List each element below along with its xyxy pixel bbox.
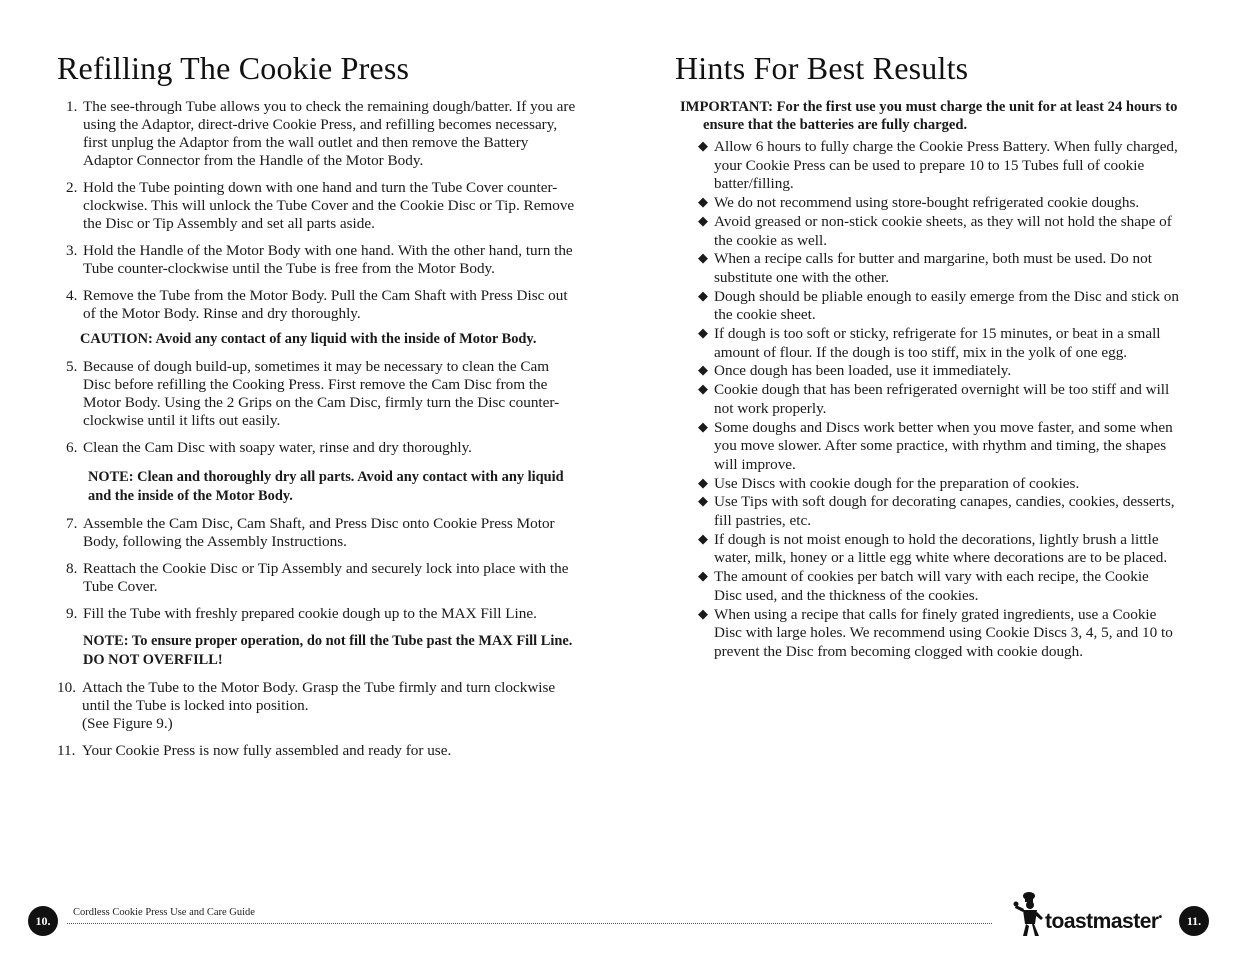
step-text: Because of dough build-up, sometimes it may be necessary to clean the Cam Disc before refilling the Cooking Press. First remove the Cam Disc from the Motor Body. Using the 2 Grips on the Cam Disc, firmly turn the Disc counter-clockwise until it lifts out easily.	[83, 358, 560, 429]
hint-text: Avoid greased or non-stick cookie sheets, as they will not hold the shape of the cookie as well.	[714, 212, 1172, 249]
step-number: 1.	[66, 98, 78, 115]
hint-item	[675, 531, 1180, 568]
hint-item	[675, 475, 1180, 494]
diamond-bullet-icon: ◆	[698, 606, 708, 622]
hint-item	[675, 138, 1180, 194]
step-number: 11.	[57, 742, 76, 759]
chef-figure-icon	[1013, 890, 1047, 940]
step-text: Remove the Tube from the Motor Body. Pull the Cam Shaft with Press Disc out of the Motor Body. Rinse and dry thoroughly.	[83, 287, 568, 322]
dotted-rule	[67, 923, 992, 924]
step-text: Hold the Tube pointing down with one hand and turn the Tube Cover counter-clockwise. This will unlock the Tube Cover and the Cookie Disc or Tip. Remove the Disc or Tip Assembly and set all parts aside.	[83, 179, 575, 232]
refilling-steps	[57, 98, 577, 760]
left-page-number: 10.	[28, 906, 58, 936]
diamond-bullet-icon: ◆	[698, 195, 708, 211]
diamond-bullet-icon: ◆	[698, 251, 708, 267]
step-number: 3.	[66, 242, 78, 259]
diamond-bullet-icon: ◆	[698, 531, 708, 547]
important-note: IMPORTANT: For the first use you must charge the unit for at least 24 hours to ensure that the batteries are fully charged.	[680, 99, 1178, 133]
step-number: 8.	[66, 560, 78, 577]
hint-item	[675, 213, 1180, 250]
diamond-bullet-icon: ◆	[698, 419, 708, 435]
right-page-number: 11.	[1179, 906, 1209, 936]
hint-text: Use Discs with cookie dough for the preparation of cookies.	[714, 474, 1080, 492]
step-item	[57, 242, 577, 278]
hint-item	[675, 250, 1180, 287]
hint-item	[675, 568, 1180, 605]
overfill-note: NOTE: To ensure proper operation, do not fill the Tube past the MAX Fill Line. DO NOT OVERFILL!	[83, 633, 573, 668]
diamond-bullet-icon: ◆	[698, 213, 708, 229]
hint-text: Some doughs and Discs work better when you move faster, and some when you move slower. After some practice, with rhythm and timing, the shapes will improve.	[714, 418, 1173, 473]
step-number: 10.	[57, 679, 76, 696]
hint-item	[675, 606, 1180, 662]
step-number: 7.	[66, 515, 78, 532]
diamond-bullet-icon: ◆	[698, 139, 708, 154]
hints-title: Hints For Best Results	[675, 50, 969, 86]
hint-item	[675, 288, 1180, 325]
left-page	[57, 48, 577, 769]
hint-item	[675, 194, 1180, 213]
brand-name: toastmaster•	[1045, 910, 1162, 933]
refilling-title: Refilling The Cookie Press	[57, 50, 410, 86]
step-item	[57, 287, 577, 323]
hint-text: Allow 6 hours to fully charge the Cookie Press Battery. When fully charged, your Cookie Press can be used to prepare 10 to 15 Tubes full of cookie batter/filling.	[714, 138, 1178, 193]
hint-text: The amount of cookies per batch will vary with each recipe, the Cookie Disc used, and the thickness of the cookies.	[714, 568, 1149, 604]
step-text: The see-through Tube allows you to check the remaining dough/batter. If you are using the Adaptor, direct-drive Cookie Press, and refilling becomes necessary, first unplug the Adaptor from the wall outlet and then remove the Battery Adaptor Connector from the Handle of the Motor Body.	[83, 98, 576, 169]
step-number: 6.	[66, 439, 78, 456]
step-number: 9.	[66, 605, 78, 622]
step-item	[57, 560, 577, 596]
hints-list	[675, 138, 1180, 662]
step-text: Hold the Handle of the Motor Body with one hand. With the other hand, turn the Tube counter-clockwise until the Tube is free from the Motor Body.	[83, 242, 573, 277]
guide-title: Cordless Cookie Press Use and Care Guide	[73, 907, 255, 918]
step-text: Reattach the Cookie Disc or Tip Assembly and securely lock into place with the Tube Cover.	[83, 560, 569, 595]
step-text: Your Cookie Press is now fully assembled and ready for use.	[82, 742, 452, 759]
step-number: 5.	[66, 358, 78, 375]
right-page	[675, 48, 1180, 662]
figure-reference: (See Figure 9.)	[82, 715, 173, 732]
step-item	[57, 439, 577, 457]
step-text: Assemble the Cam Disc, Cam Shaft, and Press Disc onto Cookie Press Motor Body, following the Assembly Instructions.	[83, 515, 555, 550]
step-number: 4.	[66, 287, 78, 304]
hint-text: Once dough has been loaded, use it immediately.	[714, 362, 1012, 380]
hint-item	[675, 419, 1180, 475]
step-text: Attach the Tube to the Motor Body. Grasp the Tube firmly and turn clockwise until the Tube is locked into position.	[82, 679, 556, 714]
hint-text: We do not recommend using store-bought refrigerated cookie doughs.	[714, 194, 1140, 212]
step-item	[57, 179, 577, 233]
diamond-bullet-icon: ◆	[698, 475, 708, 491]
hint-text: When a recipe calls for butter and margarine, both must be used. Do not substitute one with the other.	[714, 250, 1152, 286]
step-text: Clean the Cam Disc with soapy water, rinse and dry thoroughly.	[83, 439, 472, 456]
step-number: 2.	[66, 179, 78, 196]
hint-text: Cookie dough that has been refrigerated overnight will be too stiff and will not work properly.	[714, 381, 1170, 417]
cleaning-note: NOTE: Clean and thoroughly dry all parts. Avoid any contact with any liquid and the inside of the Motor Body.	[88, 469, 564, 504]
diamond-bullet-icon: ◆	[698, 326, 708, 342]
diamond-bullet-icon: ◆	[698, 569, 708, 585]
diamond-bullet-icon: ◆	[698, 494, 708, 510]
hint-text: If dough is too soft or sticky, refrigerate for 15 minutes, or beat in a small amount of flour. If the dough is too stiff, mix in the yolk of one egg.	[714, 325, 1161, 361]
hint-item	[675, 381, 1180, 418]
hint-item	[675, 325, 1180, 362]
toastmaster-logo	[1013, 890, 1173, 940]
step-item	[57, 605, 577, 623]
step-item	[57, 98, 577, 170]
step-item	[57, 742, 577, 760]
step-item	[57, 515, 577, 551]
page-footer	[0, 890, 1235, 950]
hint-item	[675, 362, 1180, 381]
step-item	[57, 358, 577, 430]
hint-text: If dough is not moist enough to hold the decorations, lightly brush a little water, milk, honey or a little egg white where decorations are to be placed.	[714, 530, 1168, 567]
diamond-bullet-icon: ◆	[698, 382, 708, 398]
step-text: Fill the Tube with freshly prepared cookie dough up to the MAX Fill Line.	[83, 605, 537, 622]
diamond-bullet-icon: ◆	[698, 288, 708, 304]
step-item	[57, 679, 577, 733]
hint-text: Use Tips with soft dough for decorating canapes, candies, cookies, desserts, fill pastries, etc.	[714, 493, 1175, 530]
hint-text: Dough should be pliable enough to easily emerge from the Disc and stick on the cookie sheet.	[714, 287, 1179, 324]
hint-item	[675, 493, 1180, 530]
caution-note: CAUTION: Avoid any contact of any liquid with the inside of Motor Body.	[80, 331, 537, 347]
diamond-bullet-icon: ◆	[698, 363, 708, 379]
hint-text: When using a recipe that calls for finely grated ingredients, use a Cookie Disc with large holes. We recommend using Cookie Discs 3, 4, 5, and 10 to prevent the Disc from becoming clogged with cookie dough.	[714, 605, 1173, 660]
